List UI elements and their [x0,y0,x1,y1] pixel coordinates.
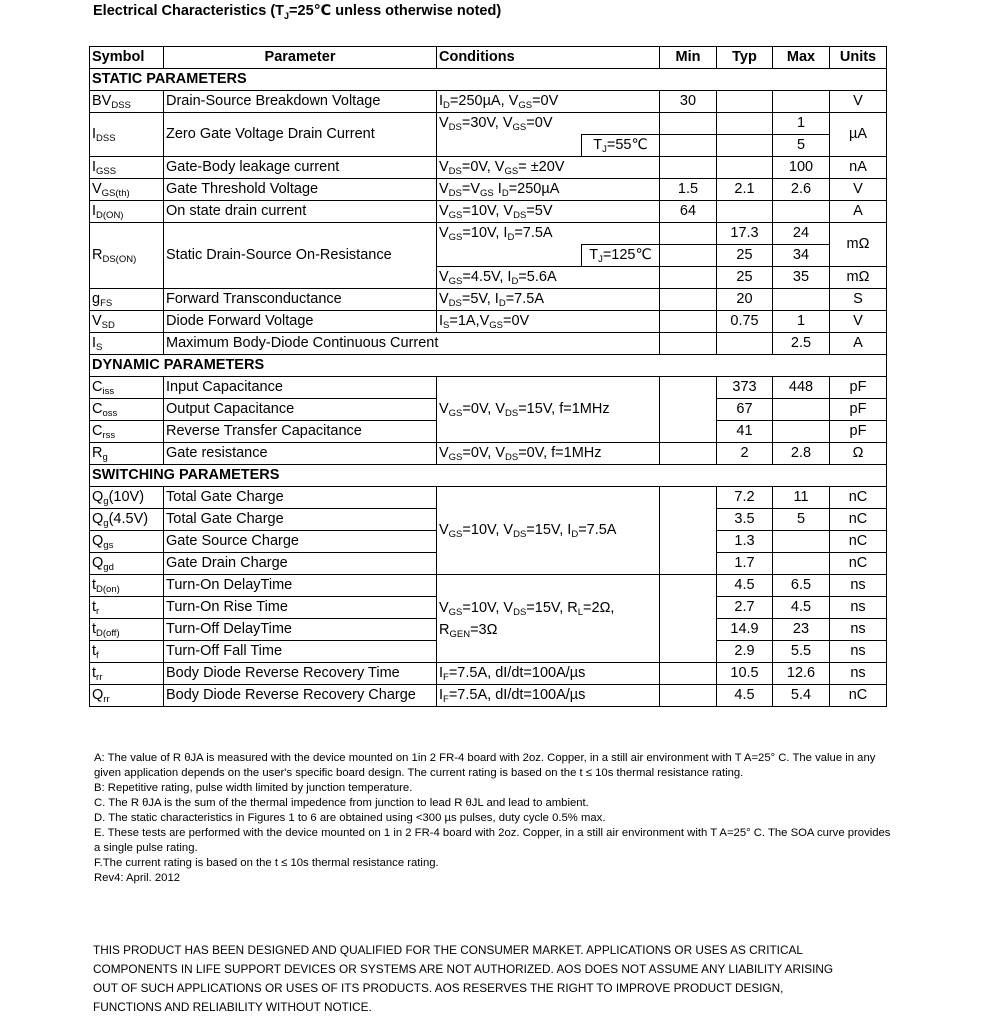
parameter-cell: Drain-Source Breakdown Voltage [164,91,437,113]
units-cell: ns [830,575,887,597]
symbol-cell: $Q_g(10V)$ [90,487,164,509]
parameter-cell: Zero Gate Voltage Drain Current [164,113,437,157]
parameter-cell: Turn-On DelayTime [164,575,437,597]
min-cell: 30 [660,91,717,113]
symbol-cell: $Q_{gd}$ [90,553,164,575]
table-row [90,685,887,707]
footnote-a: A: The value of R θJA is measured with the device mounted on 1in 2 FR-4 board with 2oz. Copper, in a still air environment with T A=25° C. The value in any given application depends on the user's specific board design. The current rating is based on the t ≤ 10s thermal resistance rating. [94,752,876,779]
typ-cell [717,135,773,157]
units-cell: Ω [830,443,887,465]
conditions-cell: $I_F=7.5A$, dI/dt=100A/µs [437,685,660,707]
temperature-condition: $T_J=55℃$ [581,134,659,156]
parameter-cell: Gate Threshold Voltage [164,179,437,201]
units-cell: V [830,311,887,333]
max-cell: 6.5 [773,575,830,597]
section-dynamic: DYNAMIC PARAMETERS [90,355,887,377]
footnotes [94,751,894,886]
symbol-cell: $t_f$ [90,641,164,663]
conditions-cell: $V_{GS}=10V$, $V_{DS}=15V$, $R_L=2\Omega$, $R_{GEN}=3\Omega$ [437,575,660,663]
parameter-cell: Input Capacitance [164,377,437,399]
table-row [90,91,887,113]
table-row [90,333,887,355]
typ-cell: 41 [717,421,773,443]
min-cell [660,443,717,465]
footnote-d: D. The static characteristics in Figures 1 to 6 are obtained using <300 µs pulses, duty cycle 0.5% max. [94,812,606,824]
max-cell [773,201,830,223]
header-min: Min [660,47,717,69]
conditions-cell: $V_{DS}=30V$, $V_{GS}=0V$ $T_J=55℃$ [437,113,660,157]
max-cell: 448 [773,377,830,399]
disclaimer-line: COMPONENTS IN LIFE SUPPORT DEVICES OR SYSTEMS ARE NOT AUTHORIZED. AOS DOES NOT ASSUME ANY LIABILITY ARISING [93,962,834,976]
conditions-cell: $I_F=7.5A$, dI/dt=100A/µs [437,663,660,685]
typ-cell: 7.2 [717,487,773,509]
units-cell: mΩ [830,267,887,289]
section-row [90,465,887,487]
symbol-cell: $I_{GSS}$ [90,157,164,179]
footnote-c: C. The R θJA is the sum of the thermal impedence from junction to lead R θJL and lead to ambient. [94,797,589,809]
footnote-b: B: Repetitive rating, pulse width limited by junction temperature. [94,782,413,794]
parameter-cell: Total Gate Charge [164,487,437,509]
typ-cell [717,333,773,355]
parameter-cell: Static Drain-Source On-Resistance [164,223,437,289]
typ-cell: 67 [717,399,773,421]
parameter-cell: Turn-On Rise Time [164,597,437,619]
max-cell: 34 [773,245,830,267]
symbol-cell: $R_g$ [90,443,164,465]
min-cell [660,135,717,157]
units-cell: V [830,91,887,113]
min-cell [660,575,717,663]
symbol-cell: $t_r$ [90,597,164,619]
temperature-condition: $T_J=125℃$ [581,244,659,266]
conditions-cell: $V_{GS}=0V$, $V_{DS}=15V$, f=1MHz [437,377,660,443]
max-cell [773,531,830,553]
footnote-e: E. These tests are performed with the device mounted on 1 in 2 FR-4 board with 2oz. Copper, in a still air environment with T A=25° C. The SOA curve provides a single pulse rating. [94,827,891,854]
header-conditions: Conditions [437,47,660,69]
table-row [90,663,887,685]
typ-cell [717,91,773,113]
parameter-cell: Body Diode Reverse Recovery Time [164,663,437,685]
typ-cell: 4.5 [717,575,773,597]
units-cell: pF [830,377,887,399]
conditions-cell: $V_{GS}=10V$, $V_{DS}=15V$, $I_D=7.5A$ [437,487,660,575]
typ-cell: 4.5 [717,685,773,707]
symbol-cell: $C_{rss}$ [90,421,164,443]
min-cell [660,267,717,289]
max-cell: 23 [773,619,830,641]
typ-cell: 373 [717,377,773,399]
min-cell [660,663,717,685]
table-row [90,311,887,333]
parameter-cell: Gate Drain Charge [164,553,437,575]
min-cell [660,333,717,355]
max-cell: 2.8 [773,443,830,465]
conditions-cell: $V_{DS}=0V$, $V_{GS}= \pm 20V$ [437,157,660,179]
parameter-cell: Total Gate Charge [164,509,437,531]
header-parameter: Parameter [164,47,437,69]
table-row [90,113,887,135]
conditions-cell: $I_D=250\mu A$, $V_{GS}=0V$ [437,91,660,113]
table-row [90,487,887,509]
max-cell: 2.6 [773,179,830,201]
typ-cell: 0.75 [717,311,773,333]
header-symbol: Symbol [90,47,164,69]
units-cell: mΩ [830,223,887,267]
units-cell: nA [830,157,887,179]
max-cell: 5 [773,135,830,157]
max-cell: 2.5 [773,333,830,355]
max-cell: 11 [773,487,830,509]
units-cell: nC [830,553,887,575]
disclaimer-line: OUT OF SUCH APPLICATIONS OR USES OF ITS PRODUCTS. AOS RESERVES THE RIGHT TO IMPROVE PRODUCT DESIGN, [93,981,784,995]
table-row [90,157,887,179]
min-cell: 64 [660,201,717,223]
revision-label: Rev4: April. 2012 [94,872,181,884]
units-cell: nC [830,487,887,509]
parameter-cell: Forward Transconductance [164,289,437,311]
max-cell: 1 [773,311,830,333]
parameter-cell: Gate-Body leakage current [164,157,437,179]
typ-cell: 2.7 [717,597,773,619]
min-cell [660,487,717,575]
disclaimer-line: FUNCTIONS AND RELIABILITY WITHOUT NOTICE. [93,1000,372,1014]
max-cell [773,399,830,421]
min-cell [660,311,717,333]
typ-cell: 14.9 [717,619,773,641]
typ-cell: 20 [717,289,773,311]
max-cell: 4.5 [773,597,830,619]
table-row [90,223,887,245]
symbol-cell: $t_{D(on)}$ [90,575,164,597]
min-cell [660,113,717,135]
section-row [90,355,887,377]
header-max: Max [773,47,830,69]
min-cell [660,223,717,245]
max-cell: 100 [773,157,830,179]
max-cell: 24 [773,223,830,245]
typ-cell: 3.5 [717,509,773,531]
max-cell [773,289,830,311]
units-cell: ns [830,619,887,641]
max-cell: 5.5 [773,641,830,663]
typ-cell [717,157,773,179]
units-cell: nC [830,509,887,531]
header-row [90,47,887,69]
section-switching: SWITCHING PARAMETERS [90,465,887,487]
table-row [90,575,887,597]
max-cell [773,553,830,575]
conditions-cell: $V_{DS}=5V$, $I_D=7.5A$ [437,289,660,311]
symbol-cell: $C_{oss}$ [90,399,164,421]
parameter-cell: Gate resistance [164,443,437,465]
symbol-cell: $Q_g(4.5V)$ [90,509,164,531]
disclaimer [93,941,913,1017]
units-cell: nC [830,685,887,707]
table-row [90,377,887,399]
units-cell: ns [830,597,887,619]
conditions-cell: $V_{GS}=4.5V$, $I_D=5.6A$ [437,267,660,289]
header-typ: Typ [717,47,773,69]
conditions-cell: $V_{GS}=10V$, $V_{DS}=5V$ [437,201,660,223]
max-cell: 1 [773,113,830,135]
units-cell: A [830,333,887,355]
min-cell [660,377,717,443]
units-cell: µA [830,113,887,157]
typ-cell: 25 [717,267,773,289]
max-cell [773,421,830,443]
typ-cell: 17.3 [717,223,773,245]
min-cell: 1.5 [660,179,717,201]
max-cell: 35 [773,267,830,289]
min-cell [660,157,717,179]
symbol-cell: $BV_{DSS}$ [90,91,164,113]
symbol-cell: $Q_{rr}$ [90,685,164,707]
symbol-cell: $t_{D(off)}$ [90,619,164,641]
units-cell: V [830,179,887,201]
header-units: Units [830,47,887,69]
typ-cell: 2.9 [717,641,773,663]
conditions-cell: $I_S=1A,V_{GS}=0V$ [437,311,660,333]
parameter-cell: Turn-Off DelayTime [164,619,437,641]
symbol-cell: $V_{SD}$ [90,311,164,333]
parameter-cell: Output Capacitance [164,399,437,421]
table-row [90,443,887,465]
typ-cell: 25 [717,245,773,267]
section-static: STATIC PARAMETERS [90,69,887,91]
conditions-cell: $V_{GS}=0V$, $V_{DS}=0V$, f=1MHz [437,443,660,465]
units-cell: pF [830,421,887,443]
symbol-cell: $V_{GS(th)}$ [90,179,164,201]
symbol-cell: $C_{iss}$ [90,377,164,399]
min-cell [660,245,717,267]
units-cell: A [830,201,887,223]
units-cell: ns [830,641,887,663]
section-row [90,69,887,91]
units-cell: pF [830,399,887,421]
table-row [90,201,887,223]
disclaimer-line: THIS PRODUCT HAS BEEN DESIGNED AND QUALIFIED FOR THE CONSUMER MARKET. APPLICATIONS OR USES AS CRITICAL [93,943,803,957]
parameter-cell: Body Diode Reverse Recovery Charge [164,685,437,707]
typ-cell: 2 [717,443,773,465]
min-cell [660,289,717,311]
table-row [90,289,887,311]
parameter-cell: Turn-Off Fall Time [164,641,437,663]
parameter-cell: Gate Source Charge [164,531,437,553]
table-row [90,179,887,201]
page-title: Electrical Characteristics ($T_J=25℃$ unless otherwise noted) [93,3,502,21]
symbol-cell: $I_{D(ON)}$ [90,201,164,223]
symbol-cell: $I_{DSS}$ [90,113,164,157]
conditions-cell: $V_{DS}=V_{GS}$ $I_D=250\mu A$ [437,179,660,201]
max-cell: 12.6 [773,663,830,685]
max-cell: 5 [773,509,830,531]
parameter-cell: On state drain current [164,201,437,223]
parameter-cell: Diode Forward Voltage [164,311,437,333]
conditions-cell: $V_{GS}=10V$, $I_D=7.5A$ $T_J=125℃$ [437,223,660,267]
symbol-cell: $Q_{gs}$ [90,531,164,553]
symbol-cell: $t_{rr}$ [90,663,164,685]
typ-cell [717,201,773,223]
units-cell: ns [830,663,887,685]
units-cell: nC [830,531,887,553]
typ-cell: 2.1 [717,179,773,201]
typ-cell: 1.3 [717,531,773,553]
parameter-cell: Reverse Transfer Capacitance [164,421,437,443]
footnote-f: F.The current rating is based on the t ≤ 10s thermal resistance rating. [94,857,439,869]
min-cell [660,685,717,707]
parameter-cell: Maximum Body-Diode Continuous Current [164,333,660,355]
typ-cell: 1.7 [717,553,773,575]
max-cell: 5.4 [773,685,830,707]
typ-cell: 10.5 [717,663,773,685]
units-cell: S [830,289,887,311]
electrical-characteristics-table [89,46,887,707]
symbol-cell: $g_{FS}$ [90,289,164,311]
symbol-cell: $I_S$ [90,333,164,355]
max-cell [773,91,830,113]
typ-cell [717,113,773,135]
symbol-cell: $R_{DS(ON)}$ [90,223,164,289]
